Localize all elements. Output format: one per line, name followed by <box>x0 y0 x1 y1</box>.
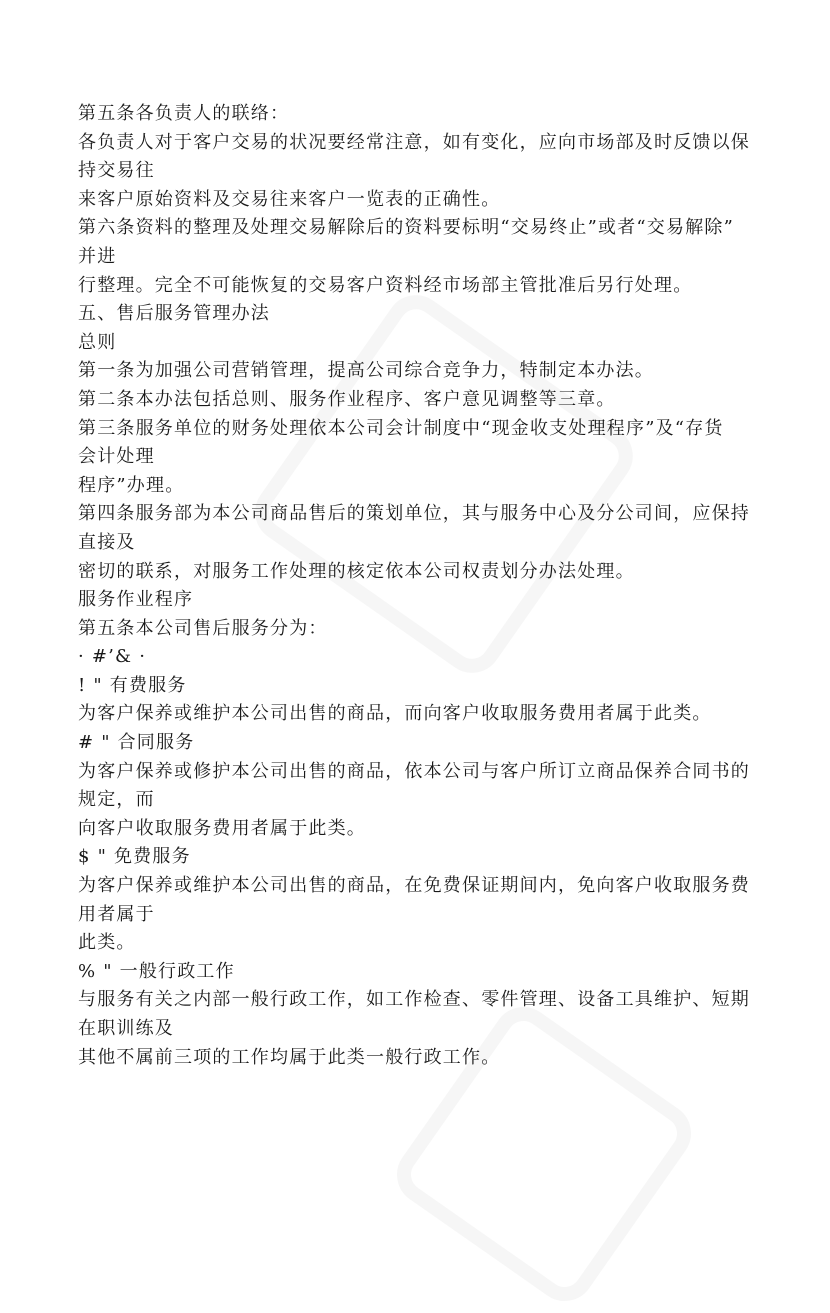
text-line: 各负责人对于客户交易的状况要经常注意，如有变化，应向市场部及时反馈以保 <box>78 131 750 153</box>
text-line: 为客户保养或维护本公司出售的商品，而向客户收取服务费用者属于此类。 <box>78 703 712 725</box>
text-line: 第一条为加强公司营销管理，提高公司综合竞争力，特制定本办法。 <box>78 360 654 382</box>
text-line: ! " 有费服务 <box>78 674 187 696</box>
text-line: 程序”办理。 <box>78 474 185 496</box>
text-line: 行整理。完全不可能恢复的交易客户资料经市场部主管批准后另行处理。 <box>78 274 693 296</box>
text-line: 密切的联系，对服务工作处理的核定依本公司权责划分办法处理。 <box>78 560 635 582</box>
text-line: 持交易往 <box>78 160 155 182</box>
text-line: 第三条服务单位的财务处理依本公司会计制度中“现金收支处理程序”及“存货 <box>78 417 724 439</box>
text-line: $ " 免费服务 <box>78 846 191 868</box>
text-line: 来客户原始资料及交易往来客户一览表的正确性。 <box>78 188 501 210</box>
text-line: # " 合同服务 <box>78 732 195 754</box>
text-line: 用者属于 <box>78 903 155 925</box>
text-line: 第六条资料的整理及处理交易解除后的资料要标明“交易终止”或者“交易解除” <box>78 217 735 239</box>
text-line: · #’& · <box>78 646 147 668</box>
text-line: 并进 <box>78 245 117 267</box>
text-line: 服务作业程序 <box>78 589 194 611</box>
text-line: 其他不属前三项的工作均属于此类一般行政工作。 <box>78 1046 501 1068</box>
text-line: 与服务有关之内部一般行政工作，如工作检查、零件管理、设备工具维护、短期 <box>78 989 750 1011</box>
text-line: % " 一般行政工作 <box>78 960 235 982</box>
text-line: 五、售后服务管理办法 <box>78 303 270 325</box>
text-line: 会计处理 <box>78 446 155 468</box>
text-line: 向客户收取服务费用者属于此类。 <box>78 817 366 839</box>
text-line: 总则 <box>78 331 117 353</box>
text-line: 第二条本办法包括总则、服务作业程序、客户意见调整等三章。 <box>78 388 616 410</box>
text-line: 在职训练及 <box>78 1018 174 1039</box>
text-line: 直接及 <box>78 531 136 553</box>
text-line: 第五条本公司售后服务分为： <box>78 617 328 639</box>
text-line: 此类。 <box>78 932 136 954</box>
document-body <box>78 100 778 1072</box>
text-line: 为客户保养或维护本公司出售的商品，在免费保证期间内，免向客户收取服务费 <box>78 875 750 897</box>
text-line: 第五条各负责人的联络： <box>78 103 290 124</box>
text-line: 规定，而 <box>78 789 155 811</box>
text-line: 第四条服务部为本公司商品售后的策划单位，其与服务中心及分公司间，应保持 <box>78 503 750 525</box>
text-line: 为客户保养或修护本公司出售的商品，依本公司与客户所订立商品保养合同书的 <box>78 760 750 782</box>
